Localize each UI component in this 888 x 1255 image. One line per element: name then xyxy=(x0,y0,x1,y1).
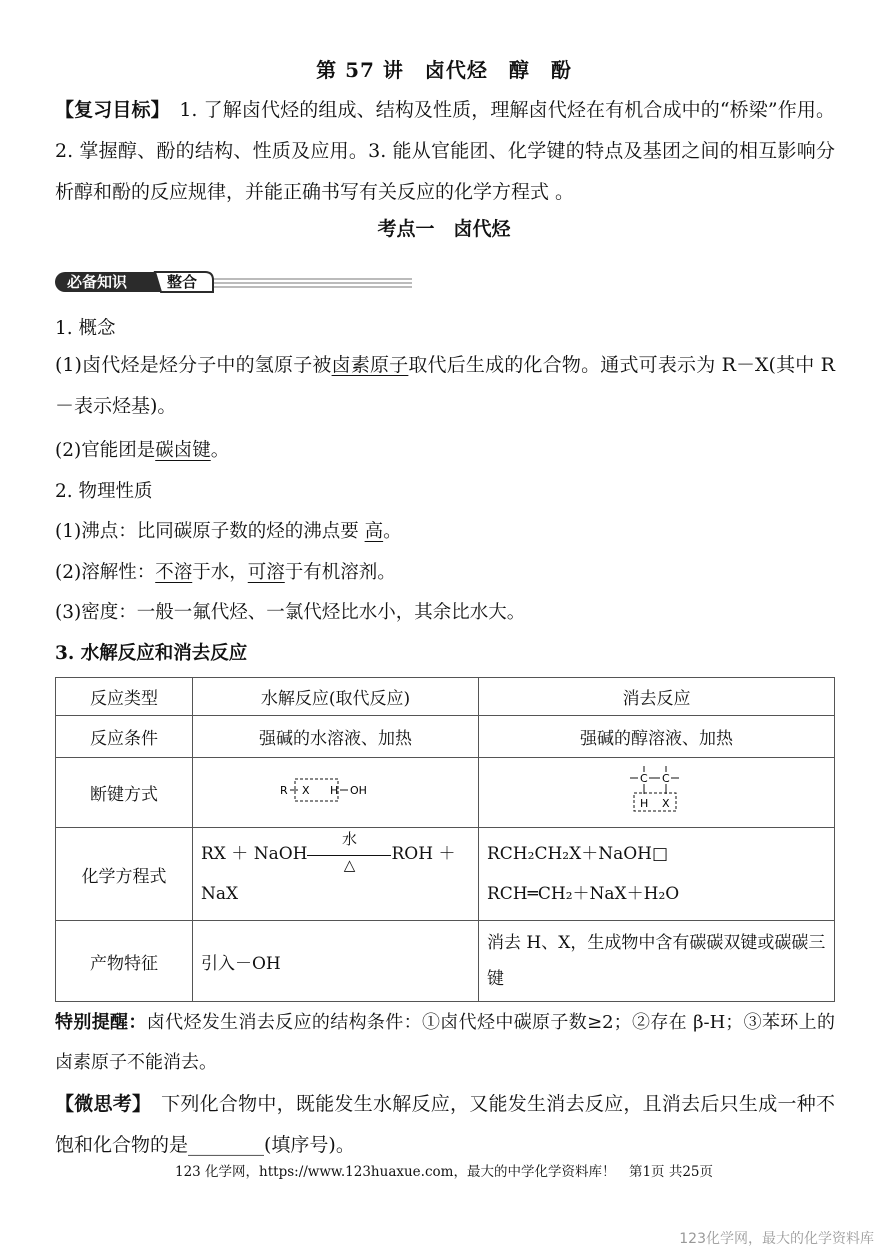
objectives-text: 1. 了解卤代烃的组成、结构及性质，理解卤代烃在有机合成中的“桥梁”作用。2. 掌握醇、酚的结构、性质及应用。3. 能从官能团、化学键的特点及基团之间的相互影响分析醇和酚的反应规律，并能正确书写有关反应的化学方程式 。 xyxy=(55,99,835,203)
hydrolysis-eq-line2: NaX xyxy=(201,884,239,904)
physical-p2 xyxy=(55,558,396,584)
eq-above: 水 xyxy=(341,829,357,848)
table-cell: 断键方式 xyxy=(56,758,193,828)
physical-p2-post: 于有机溶剂。 xyxy=(284,562,396,583)
concept-p2 xyxy=(55,436,229,462)
concept-heading: 1. 概念 xyxy=(55,318,116,339)
page-title: 第 57 讲 卤代烃 醇 酚 xyxy=(316,58,572,82)
table-cell: 引入－OH xyxy=(193,921,479,1002)
watermark: 123化学网，最大的化学资料库 xyxy=(679,1231,874,1247)
special-reminder xyxy=(55,1003,835,1083)
physical-p2-mid: 于水， xyxy=(192,562,248,583)
concept-p1-fill: 卤素原子 xyxy=(331,354,409,376)
table-row xyxy=(56,921,835,1002)
concept-p1-pre: (1)卤代烃是烃分子中的氢原子被 xyxy=(55,354,332,376)
physical-p3: (3)密度：一般一氟代烃、一氯代烃比水小，其余比水大。 xyxy=(55,602,526,623)
bond-oh: OH xyxy=(349,784,367,797)
reminder-text: 卤代烃发生消去反应的结构条件：①卤代烃中碳原子数≥2；②存在 β-H；③苯环上的卤素原子不能消去。 xyxy=(55,1012,835,1073)
concept-p1 xyxy=(55,345,835,427)
table-cell: 化学方程式 xyxy=(56,828,193,921)
table-cell: 强碱的水溶液、加热 xyxy=(193,716,479,758)
physical-p2-fill1: 不溶 xyxy=(155,562,193,583)
think-label: 【微思考】 xyxy=(55,1093,142,1115)
elimination-bond-diagram xyxy=(622,762,692,818)
section-title: 考点一 卤代烃 xyxy=(377,218,511,240)
review-objectives xyxy=(55,90,835,213)
concept-p2-fill: 碳卤键 xyxy=(155,440,211,461)
micro-think xyxy=(55,1084,835,1166)
table-cell: 强碱的醇溶液、加热 xyxy=(479,716,835,758)
bond-r: R xyxy=(279,784,288,797)
table-cell: 反应类型 xyxy=(56,678,193,716)
hydrolysis-bond-diagram xyxy=(276,775,396,805)
elimination-eq-line2: RCH═CH₂＋NaX＋H₂O xyxy=(487,884,680,904)
badge-left-label: 必备知识 xyxy=(67,273,128,291)
knowledge-badge xyxy=(55,270,415,294)
concept-p2-post: 。 xyxy=(210,440,230,461)
table-row xyxy=(56,758,835,828)
bond-x2: X xyxy=(661,797,670,810)
physical-p1-fill: 高 xyxy=(364,521,384,542)
elimination-equation-cell xyxy=(479,828,835,921)
elimination-eq-line1: RCH₂CH₂X＋NaOH□ xyxy=(487,844,669,864)
reaction-table xyxy=(55,677,835,1002)
hydrolysis-eq-left: RX ＋ NaOH xyxy=(201,844,308,864)
physical-p1-post: 。 xyxy=(383,521,402,542)
hydrolysis-equation-cell xyxy=(193,828,479,921)
think-text: 下列化合物中，既能发生水解反应，又能发生消去反应，且消去后只生成一种不饱和化合物的是 xyxy=(55,1093,835,1156)
table-cell: 消去反应 xyxy=(479,678,835,716)
reaction-heading: 3. 水解反应和消去反应 xyxy=(55,643,248,664)
bond-c2: C xyxy=(661,772,670,785)
think-tail: (填序号)。 xyxy=(264,1134,355,1156)
think-blank: ________ xyxy=(188,1134,265,1156)
objectives-label: 【复习目标】 xyxy=(55,99,161,121)
physical-p2-pre: (2)溶解性： xyxy=(55,562,156,583)
bond-x: X xyxy=(301,784,310,797)
concept-p2-pre: (2)官能团是 xyxy=(55,440,156,461)
physical-heading: 2. 物理性质 xyxy=(55,481,153,502)
physical-p2-fill2: 可溶 xyxy=(247,562,285,583)
bond-h2: H xyxy=(639,797,648,810)
hydrolysis-eq-right: ROH ＋ xyxy=(391,844,456,864)
table-row xyxy=(56,678,835,716)
table-cell: 水解反应(取代反应) xyxy=(193,678,479,716)
page-footer: 123 化学网，https://www.123huaxue.com，最大的中学化学资料库！ 第1页 共25页 xyxy=(174,1164,713,1180)
table-row xyxy=(56,828,835,921)
concept-p1-post: 取代后生成的化合物。通式可表示为 R－X(其中 R－表示烃基)。 xyxy=(55,354,835,417)
table-row xyxy=(56,716,835,758)
table-cell: 反应条件 xyxy=(56,716,193,758)
physical-p1-pre: (1)沸点：比同碳原子数的烃的沸点要 xyxy=(55,521,365,542)
elimination-bond-cell xyxy=(479,758,835,828)
bond-h: H xyxy=(329,784,338,797)
reminder-label: 特别提醒： xyxy=(55,1012,147,1033)
physical-p1 xyxy=(55,517,402,543)
table-cell: 产物特征 xyxy=(56,921,193,1002)
badge-right-label: 整合 xyxy=(167,273,198,291)
eq-below: △ xyxy=(343,855,356,874)
bond-c1: C xyxy=(639,772,648,785)
hydrolysis-bond-cell xyxy=(193,758,479,828)
table-cell: 消去 H、X，生成物中含有碳碳双键或碳碳三键 xyxy=(479,921,835,1002)
